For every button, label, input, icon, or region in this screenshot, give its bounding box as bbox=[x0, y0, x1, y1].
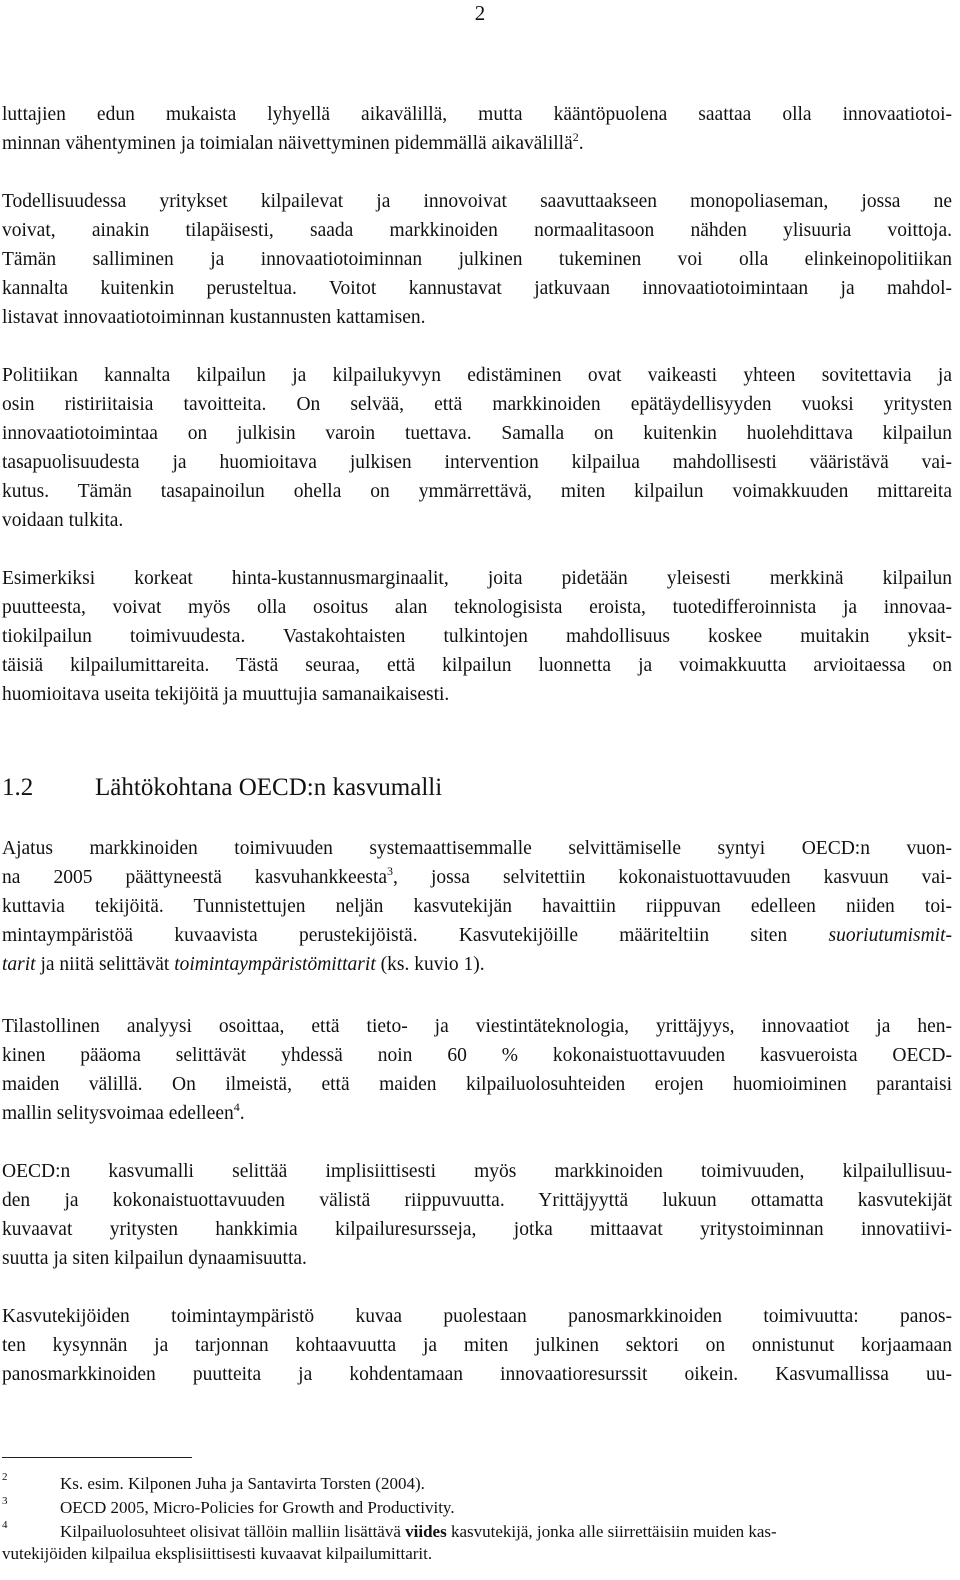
footnote-ref[interactable]: 2 bbox=[572, 129, 579, 144]
paragraph-growth-model bbox=[2, 1158, 952, 1274]
text-line: voivat, ainakin tilapäisesti, saada markkinoiden normaalitasoon nähden ylisuuria voittoja. bbox=[2, 219, 952, 241]
text-line: na 2005 päättyneestä kasvuhankkeesta$^3$, jossa selvitettiin kokonaistuottavuuden kasvuun vai- bbox=[2, 863, 952, 888]
text-line: minnan vähentyminen ja toimialan näivettyminen pidemmällä aikavälillä$^2$. bbox=[2, 129, 584, 154]
text-line: mallin selitysvoimaa edelleen$^4$. bbox=[2, 1099, 245, 1124]
text-line: maiden välillä. On ilmeistä, että maiden kilpailuolosuhteiden erojen huomioiminen parantaisi bbox=[2, 1073, 952, 1095]
text-line: tarit ja niitä selittävät toimintaympäristömittarit (ks. kuvio 1). bbox=[2, 953, 485, 975]
footnote-ref[interactable]: 4 bbox=[233, 1099, 240, 1114]
text-line: suutta ja siten kilpailun dynaamisuutta. bbox=[2, 1247, 307, 1269]
footnote-mark: 4 bbox=[2, 1519, 8, 1531]
text-line: Kasvutekijöiden toimintaympäristö kuvaa puolestaan panosmarkkinoiden toimivuutta: panos- bbox=[2, 1306, 952, 1327]
text-line: Esimerkiksi korkeat hinta-kustannusmarginaalit, joita pidetään yleisesti merkkinä kilpailun bbox=[2, 568, 952, 589]
text-line: kannalta kuitenkin perusteltua. Voitot kannustavat jatkuvaan innovaatiotoimintaan ja mahdol- bbox=[2, 277, 952, 299]
text-line: kuvaavat yritysten hankkimia kilpailuresursseja, jotka mittaavat yritystoiminnan innovatiivi- bbox=[2, 1218, 952, 1240]
footnote-text-continued: vutekijöiden kilpailua eksplisiittisesti kuvaavat kilpailumittarit. bbox=[2, 1544, 433, 1563]
text-line: huomioitava useita tekijöitä ja muuttujia samanaikaisesti. bbox=[2, 683, 450, 705]
text-line: luttajien edun mukaista lyhyellä aikavälillä, mutta kääntöpuolena saattaa olla innovaatiotoi- bbox=[2, 104, 952, 125]
footnote-mark: 2 bbox=[2, 1471, 8, 1483]
text-line: puutteesta, voivat myös olla osoitus alan teknologisista eroista, tuotedifferoinnista ja innovaa- bbox=[2, 596, 952, 618]
text-line: mintaympäristöä kuvaavista perustekijöistä. Kasvutekijöille määriteltiin siten suoriutumismit- bbox=[2, 924, 952, 946]
section-heading bbox=[2, 772, 442, 804]
text-line: Tilastollinen analyysi osoittaa, että tieto- ja viestintäteknologia, yrittäjyys, innovaatiot ja hen- bbox=[2, 1016, 952, 1037]
paragraph-policy bbox=[2, 362, 952, 535]
footnote-3 bbox=[2, 1497, 952, 1519]
text-line: panosmarkkinoiden puutteita ja kohdentamaan innovaatioresurssit oikein. Kasvumallissa uu- bbox=[2, 1363, 952, 1385]
paragraph-analysis bbox=[2, 1013, 952, 1129]
paragraph-oecd-project bbox=[2, 835, 952, 980]
text-line: osin ristiriitaisia tavoitteita. On selvää, että markkinoiden epätäydellisyyden vuoksi yritysten bbox=[2, 393, 952, 415]
page-number: 2 bbox=[474, 1, 486, 25]
paragraph-monopoly bbox=[2, 188, 952, 333]
footnote-ref[interactable]: 3 bbox=[387, 863, 394, 878]
paragraph-intro bbox=[2, 101, 952, 159]
text-line: ten kysynnän ja tarjonnan kohtaavuutta ja miten julkinen sektori on onnistunut korjaamaan bbox=[2, 1334, 952, 1356]
text-line: kutus. Tämän tasapainoilun ohella on ymmärrettävä, miten kilpailun voimakkuuden mittareita bbox=[2, 480, 952, 502]
text-line: OECD:n kasvumalli selittää implisiittisesti myös markkinoiden toimivuuden, kilpailullisuu- bbox=[2, 1161, 952, 1182]
text-line: tasapuolisuudesta ja huomioitava julkisen intervention kilpailua mahdollisesti vääristävä vai- bbox=[2, 451, 952, 473]
footnote-text: Ks. esim. Kilponen Juha ja Santavirta Torsten (2004). bbox=[60, 1474, 425, 1493]
text-line: innovaatiotoimintaa on julkisin varoin tuettava. Samalla on kuitenkin huolehdittava kilpailun bbox=[2, 422, 952, 444]
footnote-2 bbox=[2, 1473, 952, 1495]
text-line: Todellisuudessa yritykset kilpailevat ja innovoivat saavuttaakseen monopoliaseman, jossa ne bbox=[2, 191, 952, 212]
text-line: kuttavia tekijöitä. Tunnistettujen neljän kasvutekijän havaittiin riippuvan edelleen niiden toi- bbox=[2, 895, 952, 917]
footnote-divider bbox=[2, 1457, 192, 1458]
text-line: listavat innovaatiotoiminnan kustannusten kattamisen. bbox=[2, 306, 426, 328]
footnote-text: OECD 2005, Micro-Policies for Growth and Productivity. bbox=[60, 1498, 455, 1517]
paragraph-example bbox=[2, 565, 952, 710]
text-line: Politiikan kannalta kilpailun ja kilpailukyvyn edistäminen ovat vaikeasti yhteen sovitettavia ja bbox=[2, 365, 952, 386]
footnote-text: Kilpailuolosuhteet olisivat tällöin malliin lisättävä viides kasvutekijä, jonka alle siirrettäisiin muiden kas- bbox=[60, 1522, 777, 1541]
footnote-4 bbox=[2, 1521, 952, 1565]
text-line: Tämän salliminen ja innovaatiotoiminnan julkinen tukeminen voi olla elinkeinopolitiikan bbox=[2, 248, 952, 270]
section-number: 1.2 bbox=[2, 774, 34, 801]
section-title: Lähtökohtana OECD:n kasvumalli bbox=[95, 774, 443, 801]
text-line: tiokilpailun toimivuudesta. Vastakohtaisten tulkintojen mahdollisuus koskee muitakin yksit- bbox=[2, 625, 952, 647]
footnote-mark: 3 bbox=[2, 1495, 8, 1507]
paragraph-environment bbox=[2, 1303, 952, 1390]
text-line: den ja kokonaistuottavuuden välistä riippuvuutta. Yrittäjyyttä lukuun ottamatta kasvutekijät bbox=[2, 1189, 952, 1211]
text-line: kinen pääoma selittävät yhdessä noin 60 % kokonaistuottavuuden kasvueroista OECD- bbox=[2, 1044, 952, 1066]
text-line: voidaan tulkita. bbox=[2, 509, 124, 531]
text-line: täisiä kilpailumittareita. Tästä seuraa, että kilpailun luonnetta ja voimakkuutta arvioitaessa on bbox=[2, 654, 952, 676]
text-line: Ajatus markkinoiden toimivuuden systemaattisemmalle selvittämiselle syntyi OECD:n vuon- bbox=[2, 838, 952, 859]
